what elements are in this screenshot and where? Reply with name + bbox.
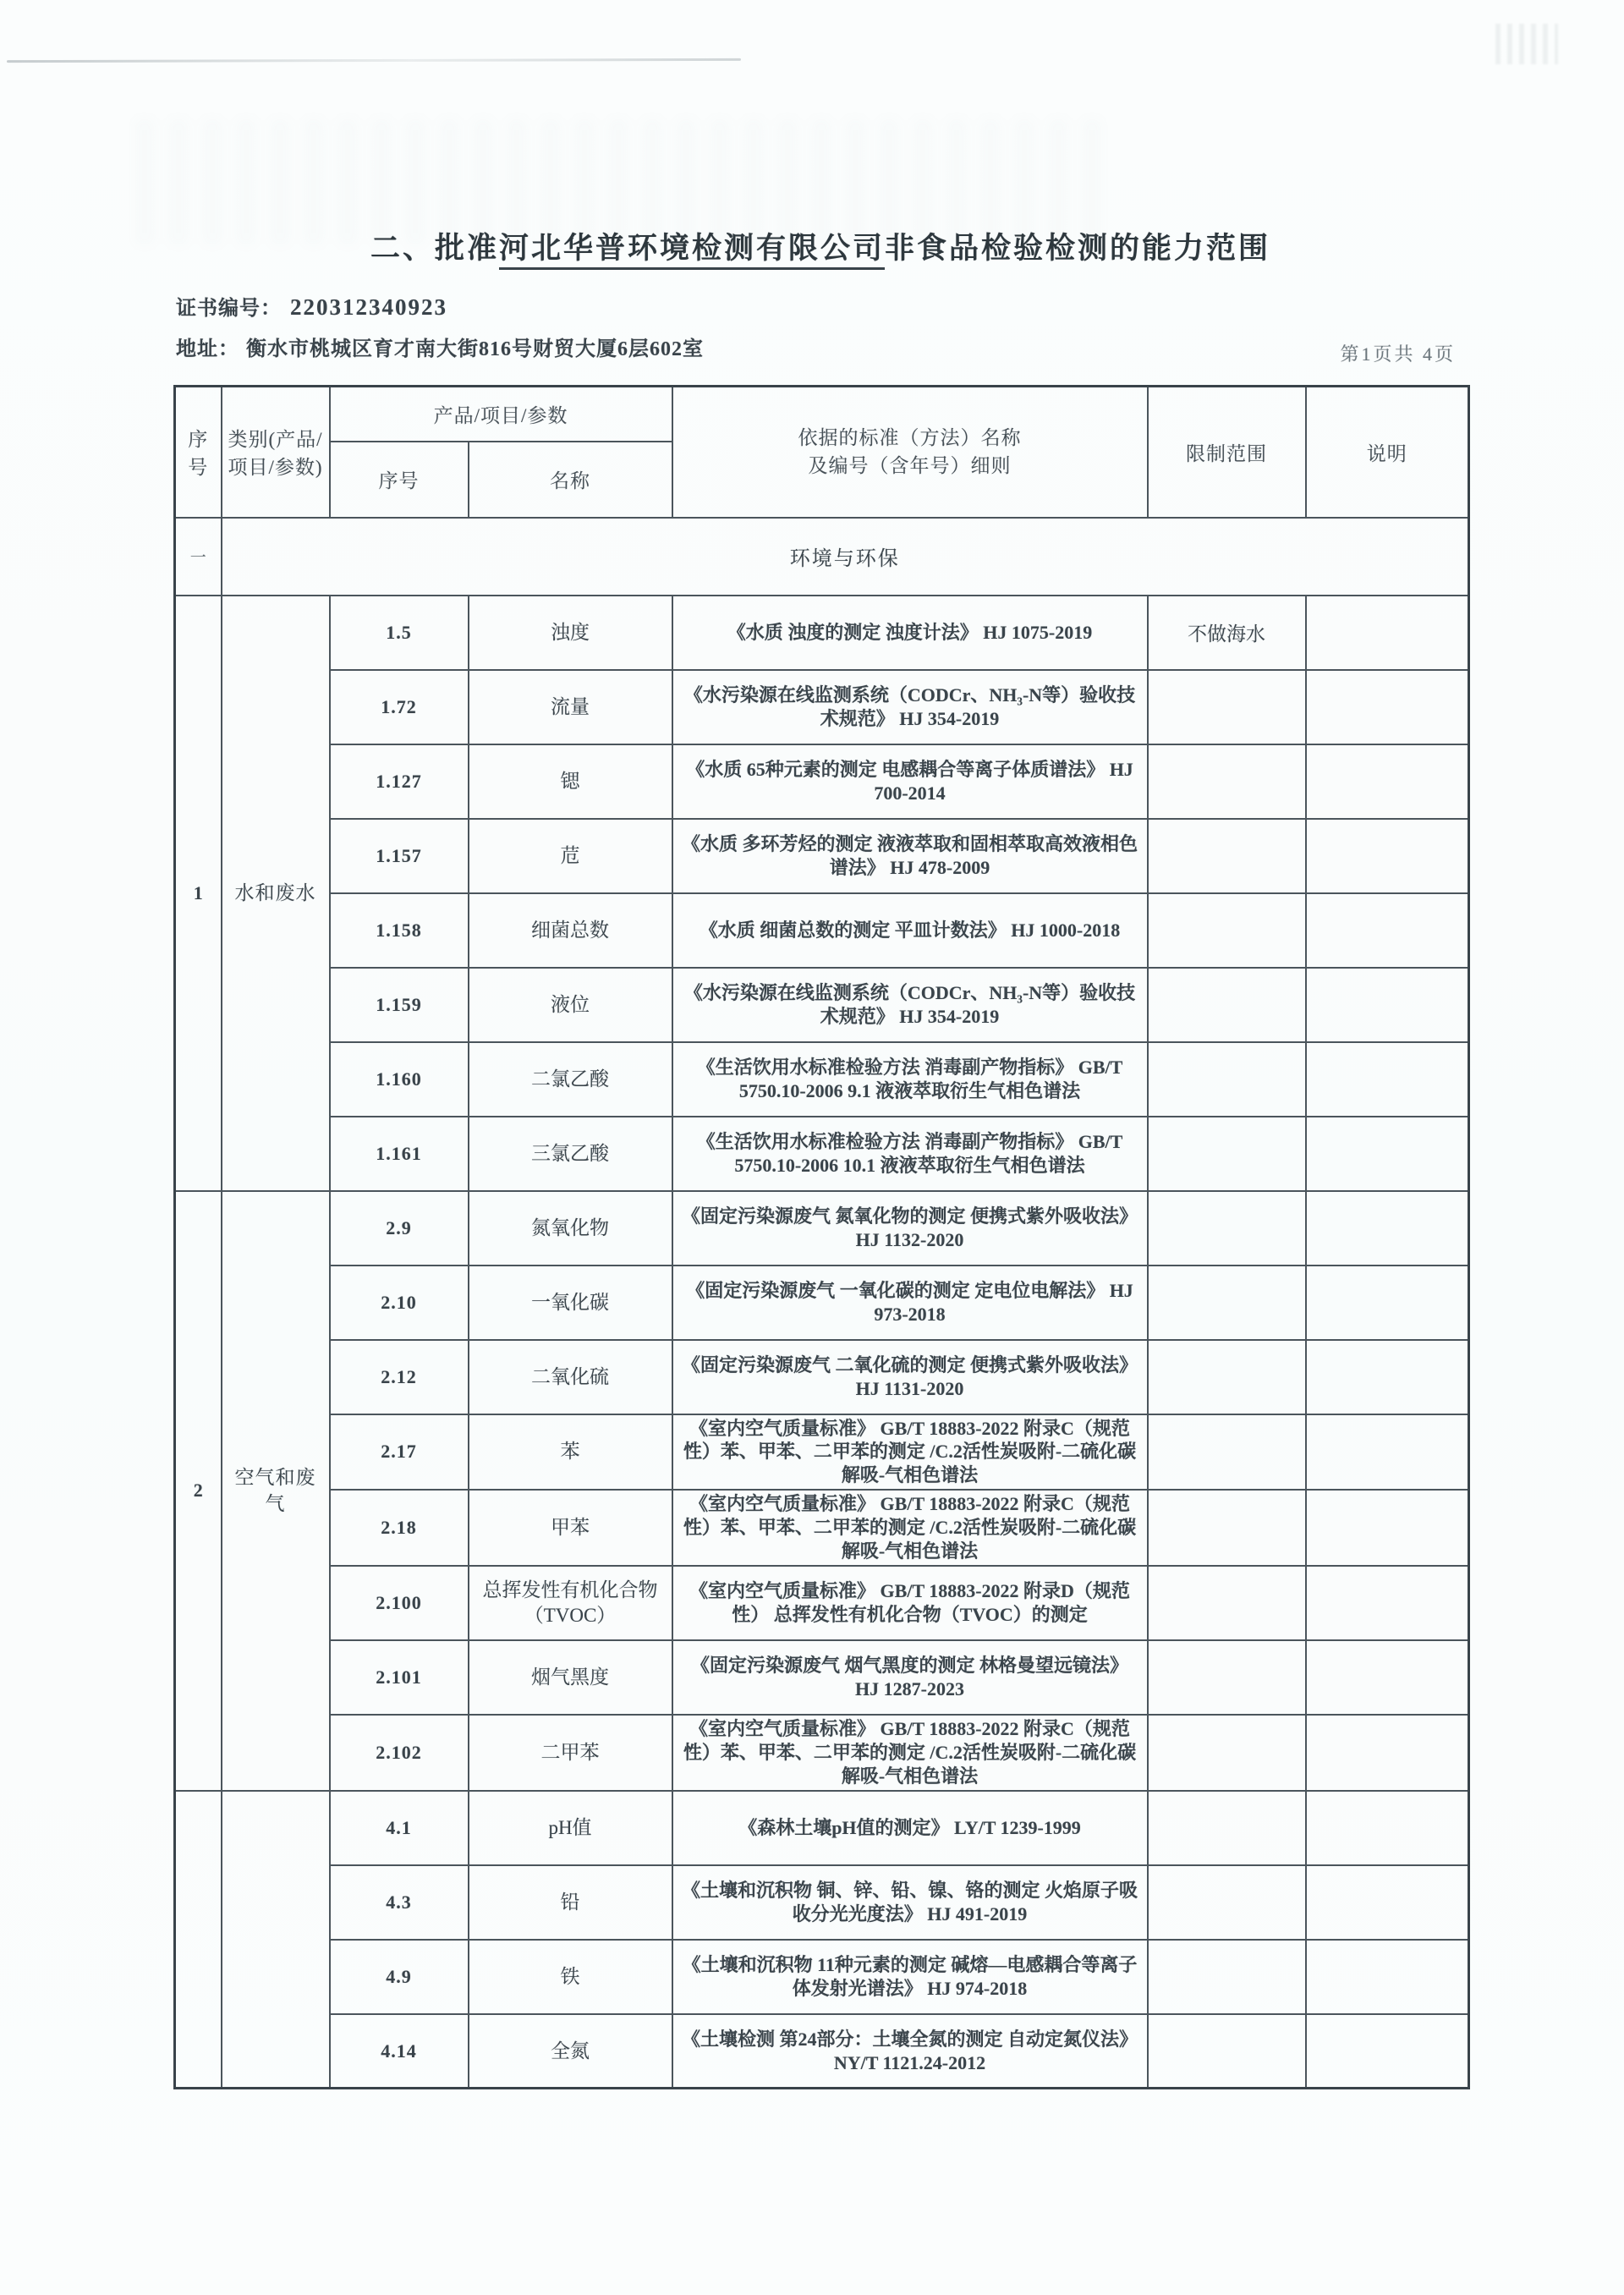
- header-sub-name: 名称: [469, 442, 672, 518]
- product-seq-cell: 4.3: [330, 1865, 469, 1940]
- product-name-cell: 三氯乙酸: [469, 1117, 672, 1191]
- table-row: [175, 1490, 1469, 1566]
- certificate-number: 220312340923: [290, 294, 447, 320]
- product-seq-cell: 2.102: [330, 1715, 469, 1791]
- limit-cell: [1148, 1414, 1306, 1491]
- note-cell: [1306, 1191, 1469, 1266]
- limit-cell: [1148, 1940, 1306, 2014]
- table-row: [175, 893, 1469, 968]
- section-row: [175, 518, 1469, 596]
- standard-cell: 《固定污染源废气 烟气黑度的测定 林格曼望远镜法》 HJ 1287-2023: [672, 1640, 1148, 1715]
- note-cell: [1306, 819, 1469, 893]
- limit-cell: 不做海水: [1148, 596, 1306, 670]
- limit-cell: [1148, 670, 1306, 744]
- standard-cell: 《固定污染源废气 一氧化碳的测定 定电位电解法》 HJ 973-2018: [672, 1266, 1148, 1340]
- note-cell: [1306, 1266, 1469, 1340]
- product-seq-cell: 1.158: [330, 893, 469, 968]
- page-title: [173, 225, 1468, 267]
- table-row: [175, 1042, 1469, 1117]
- product-seq-cell: 4.1: [330, 1791, 469, 1865]
- note-cell: [1306, 968, 1469, 1042]
- group-category-cell: 空气和废气: [222, 1191, 330, 1791]
- header-note: 说明: [1306, 387, 1469, 518]
- group-seq-cell: 1: [175, 596, 222, 1191]
- note-cell: [1306, 596, 1469, 670]
- note-cell: [1306, 1566, 1469, 1640]
- title-prefix: 二、批准: [370, 232, 499, 265]
- product-name-cell: 锶: [469, 744, 672, 819]
- product-name-cell: 二氯乙酸: [469, 1042, 672, 1117]
- product-seq-cell: 2.100: [330, 1566, 469, 1640]
- address-label: 地址：: [176, 338, 239, 360]
- table-row: [175, 819, 1469, 893]
- note-cell: [1306, 2014, 1469, 2089]
- header-category: 类别(产品/项目/参数): [222, 387, 330, 518]
- standard-cell: 《室内空气质量标准》 GB/T 18883-2022 附录D（规范性） 总挥发性有机化合物（TVOC）的测定: [672, 1566, 1148, 1640]
- group-category-cell: [222, 1791, 330, 2089]
- address-value: 衡水市桃城区育才南大街816号财贸大厦6层602室: [246, 338, 704, 360]
- title-suffix: 非食品检验检测的能力范围: [885, 232, 1271, 265]
- limit-cell: [1148, 1715, 1306, 1791]
- note-cell: [1306, 1490, 1469, 1566]
- product-seq-cell: 1.161: [330, 1117, 469, 1191]
- standard-cell: 《土壤检测 第24部分：土壤全氮的测定 自动定氮仪法》 NY/T 1121.24-2012: [672, 2014, 1148, 2089]
- standard-cell: 《生活饮用水标准检验方法 消毒副产物指标》 GB/T 5750.10-2006 10.1 液液萃取衍生气相色谱法: [672, 1117, 1148, 1191]
- limit-cell: [1148, 1791, 1306, 1865]
- table-row: [175, 1566, 1469, 1640]
- standard-cell: 《固定污染源废气 氮氧化物的测定 便携式紫外吸收法》 HJ 1132-2020: [672, 1191, 1148, 1266]
- standard-cell: 《土壤和沉积物 铜、锌、铅、镍、铬的测定 火焰原子吸收分光光度法》 HJ 491-2019: [672, 1865, 1148, 1940]
- note-cell: [1306, 744, 1469, 819]
- note-cell: [1306, 1791, 1469, 1865]
- group-category-cell: 水和废水: [222, 596, 330, 1191]
- scan-artifact-line: [7, 58, 741, 63]
- product-name-cell: 全氮: [469, 2014, 672, 2089]
- product-seq-cell: 2.18: [330, 1490, 469, 1566]
- note-cell: [1306, 1414, 1469, 1491]
- standard-cell: 《固定污染源废气 二氧化硫的测定 便携式紫外吸收法》 HJ 1131-2020: [672, 1340, 1148, 1414]
- standard-cell: 《水质 浊度的测定 浊度计法》 HJ 1075-2019: [672, 596, 1148, 670]
- note-cell: [1306, 1940, 1469, 2014]
- product-seq-cell: 2.9: [330, 1191, 469, 1266]
- table-row: [175, 1640, 1469, 1715]
- group-seq-cell: 2: [175, 1191, 222, 1791]
- product-name-cell: 总挥发性有机化合物（TVOC）: [469, 1566, 672, 1640]
- capability-table: [173, 385, 1470, 2089]
- standard-cell: 《水污染源在线监测系统（CODCr、NH₃-N等）验收技术规范》 HJ 354-2019: [672, 968, 1148, 1042]
- limit-cell: [1148, 1191, 1306, 1266]
- product-name-cell: 一氧化碳: [469, 1266, 672, 1340]
- standard-cell: 《土壤和沉积物 11种元素的测定 碱熔—电感耦合等离子体发射光谱法》 HJ 974-2018: [672, 1940, 1148, 2014]
- product-name-cell: 二氧化硫: [469, 1340, 672, 1414]
- table-row: [175, 2014, 1469, 2089]
- certificate-label: 证书编号：: [176, 298, 282, 320]
- table-row: [175, 1865, 1469, 1940]
- page-number: 第1页共 4页: [1340, 343, 1456, 365]
- table-row: [175, 1340, 1469, 1414]
- product-name-cell: 甲苯: [469, 1490, 672, 1566]
- section-label-cell: 环境与环保: [222, 518, 1469, 596]
- product-name-cell: 流量: [469, 670, 672, 744]
- limit-cell: [1148, 2014, 1306, 2089]
- standard-cell: 《室内空气质量标准》 GB/T 18883-2022 附录C（规范性）苯、甲苯、二甲苯的测定 /C.2活性炭吸附-二硫化碳解吸-气相色谱法: [672, 1715, 1148, 1791]
- scan-artifact-corner: [1495, 24, 1558, 64]
- header-standard-line2: 及编号（含年号）细则: [808, 455, 1012, 477]
- group-seq-cell: [175, 1791, 222, 2089]
- product-seq-cell: 1.5: [330, 596, 469, 670]
- limit-cell: [1148, 893, 1306, 968]
- product-seq-cell: 2.17: [330, 1414, 469, 1491]
- product-seq-cell: 1.157: [330, 819, 469, 893]
- product-name-cell: 铁: [469, 1940, 672, 2014]
- note-cell: [1306, 1340, 1469, 1414]
- standard-cell: 《水质 多环芳烃的测定 液液萃取和固相萃取高效液相色谱法》 HJ 478-2009: [672, 819, 1148, 893]
- table-body: [175, 518, 1469, 2089]
- table-row: [175, 1191, 1469, 1266]
- note-cell: [1306, 1640, 1469, 1715]
- limit-cell: [1148, 1117, 1306, 1191]
- table-row: [175, 968, 1469, 1042]
- product-name-cell: 苯: [469, 1414, 672, 1491]
- standard-cell: 《生活饮用水标准检验方法 消毒副产物指标》 GB/T 5750.10-2006 9.1 液液萃取衍生气相色谱法: [672, 1042, 1148, 1117]
- standard-cell: 《水污染源在线监测系统（CODCr、NH₃-N等）验收技术规范》 HJ 354-2019: [672, 670, 1148, 744]
- product-seq-cell: 2.10: [330, 1266, 469, 1340]
- header-limit: 限制范围: [1148, 387, 1306, 518]
- standard-cell: 《水质 细菌总数的测定 平皿计数法》 HJ 1000-2018: [672, 893, 1148, 968]
- standard-cell: 《水质 65种元素的测定 电感耦合等离子体质谱法》 HJ 700-2014: [672, 744, 1148, 819]
- standard-cell: 《室内空气质量标准》 GB/T 18883-2022 附录C（规范性）苯、甲苯、二甲苯的测定 /C.2活性炭吸附-二硫化碳解吸-气相色谱法: [672, 1490, 1148, 1566]
- table-row: [175, 1940, 1469, 2014]
- standard-cell: 《森林土壤pH值的测定》 LY/T 1239-1999: [672, 1791, 1148, 1865]
- standard-cell: 《室内空气质量标准》 GB/T 18883-2022 附录C（规范性）苯、甲苯、二甲苯的测定 /C.2活性炭吸附-二硫化碳解吸-气相色谱法: [672, 1414, 1148, 1491]
- product-seq-cell: 2.101: [330, 1640, 469, 1715]
- product-name-cell: 烟气黑度: [469, 1640, 672, 1715]
- limit-cell: [1148, 744, 1306, 819]
- note-cell: [1306, 670, 1469, 744]
- certificate-line: [176, 291, 447, 321]
- product-seq-cell: 1.160: [330, 1042, 469, 1117]
- table-row: [175, 1414, 1469, 1491]
- note-cell: [1306, 1117, 1469, 1191]
- limit-cell: [1148, 1640, 1306, 1715]
- limit-cell: [1148, 1340, 1306, 1414]
- product-seq-cell: 1.159: [330, 968, 469, 1042]
- header-sub-seq: 序号: [330, 442, 469, 518]
- table-row: [175, 1117, 1469, 1191]
- limit-cell: [1148, 819, 1306, 893]
- title-company-name: 河北华普环境检测有限公司: [499, 232, 885, 270]
- product-name-cell: 液位: [469, 968, 672, 1042]
- product-seq-cell: 2.12: [330, 1340, 469, 1414]
- product-name-cell: 二甲苯: [469, 1715, 672, 1791]
- limit-cell: [1148, 1490, 1306, 1566]
- note-cell: [1306, 1715, 1469, 1791]
- table-row: [175, 596, 1469, 670]
- product-name-cell: 浊度: [469, 596, 672, 670]
- product-seq-cell: 1.72: [330, 670, 469, 744]
- section-seq-cell: 一: [175, 518, 222, 596]
- note-cell: [1306, 1042, 1469, 1117]
- header-product-group: 产品/项目/参数: [330, 387, 672, 442]
- limit-cell: [1148, 968, 1306, 1042]
- limit-cell: [1148, 1865, 1306, 1940]
- note-cell: [1306, 893, 1469, 968]
- table-row: [175, 670, 1469, 744]
- header-standard: [672, 387, 1148, 518]
- header-seq: 序号: [175, 387, 222, 518]
- table-row: [175, 1715, 1469, 1791]
- product-name-cell: 氮氧化物: [469, 1191, 672, 1266]
- limit-cell: [1148, 1042, 1306, 1117]
- limit-cell: [1148, 1566, 1306, 1640]
- product-name-cell: pH值: [469, 1791, 672, 1865]
- product-name-cell: 苊: [469, 819, 672, 893]
- note-cell: [1306, 1865, 1469, 1940]
- product-name-cell: 铅: [469, 1865, 672, 1940]
- product-seq-cell: 4.9: [330, 1940, 469, 2014]
- table-row: [175, 1791, 1469, 1865]
- product-seq-cell: 1.127: [330, 744, 469, 819]
- product-seq-cell: 4.14: [330, 2014, 469, 2089]
- product-name-cell: 细菌总数: [469, 893, 672, 968]
- limit-cell: [1148, 1266, 1306, 1340]
- table-row: [175, 1266, 1469, 1340]
- header-standard-line1: 依据的标准（方法）名称: [798, 426, 1022, 448]
- table-row: [175, 744, 1469, 819]
